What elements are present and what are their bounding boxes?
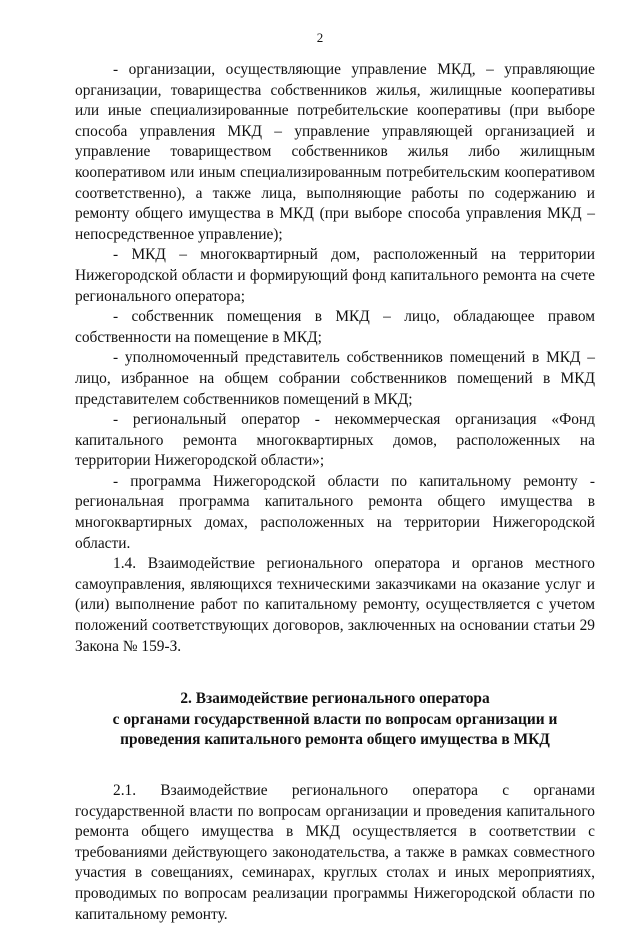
definition-authorized-representative: - уполномоченный представитель собственников помещений в МКД – лицо, избранное на общем собрании собственников помещений в МКД представителем собственников помещений в МКД; — [75, 349, 595, 408]
clause-1-4: 1.4. Взаимодействие регионального оператора и органов местного самоуправления, являющихся техническими заказчиками на оказание услуг и (или) выполнение работ по капитальному ремонту, осуществляется с учетом положений соответствующих договоров, заключенных на основании статьи 29 Закона № 159-З. — [75, 555, 595, 655]
clause-2-1: 2.1. Взаимодействие регионального оператора с органами государственной власти по вопросам организации и проведения капитального ремонта общего имущества в МКД осуществляется в соответствии с требованиями действующего законодательства, а также в рамках совместного участия в совещаниях, семинарах, круглых столах и иных мероприятиях, проводимых по вопросам реализации программы Нижегородской области по капитальному ремонту. — [75, 782, 595, 923]
definition-owner: - собственник помещения в МКД – лицо, обладающее правом собственности на помещение в МКД; — [75, 308, 595, 346]
definition-management-organizations: - организации, осуществляющие управление МКД, – управляющие организации, товарищества собственников жилья, жилищные кооперативы или иные специализированные потребительские кооперативы (при выборе способа управления МКД – управление управляющей организацией и управление товариществом собственников жилья либо жилищным кооперативом или иным специализированным потребительским кооперативом соответственно), а также лица, выполняющие работы по содержанию и ремонту общего имущества в МКД (при выборе способа управления МКД – непосредственное управление); — [75, 61, 595, 243]
section-2-heading-line-2: с органами государственной власти по вопросам организации и — [112, 710, 558, 728]
definition-mkd: - МКД – многоквартирный дом, расположенный на территории Нижегородской области и формирующий фонд капитального ремонта на счете регионального оператора; — [75, 246, 595, 305]
section-2-heading-line-3: проведения капитального ремонта общего имущества в МКД — [120, 731, 550, 749]
section-2-heading — [75, 689, 595, 751]
page-number: 2 — [316, 30, 324, 45]
document-body — [75, 60, 595, 925]
definition-program: - программа Нижегородской области по капитальному ремонту - региональная программа капитального ремонта общего имущества в многоквартирных домах, расположенных на территории Нижегородской области. — [75, 472, 595, 552]
definition-regional-operator: - региональный оператор - некоммерческая организация «Фонд капитального ремонта многоквартирных домов, расположенных на территории Нижегородской области»; — [75, 411, 595, 470]
section-2-heading-line-1: 2. Взаимодействие регионального оператора — [180, 690, 490, 708]
